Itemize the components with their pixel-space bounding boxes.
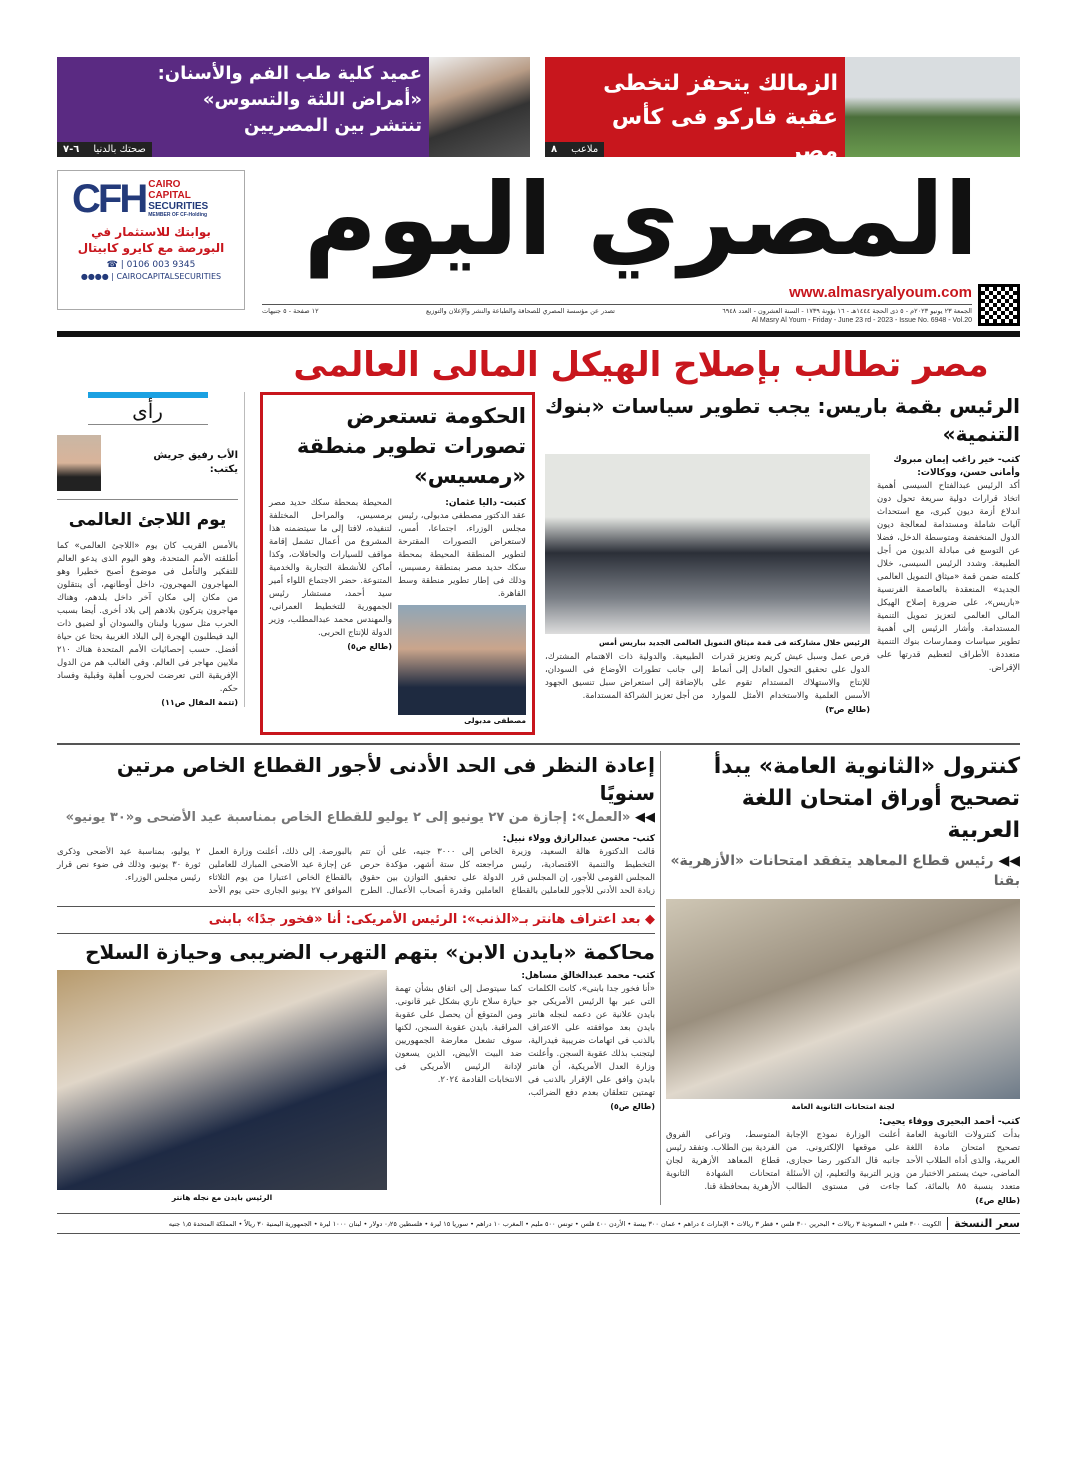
biden-right-cols <box>395 970 655 1111</box>
exams-byline: كتب- أحمد البحيرى ووفاء يحيى: <box>879 1117 1020 1127</box>
rameses-headline[interactable]: الحكومة تستعرض تصورات تطوير منطقة «رمسيس» <box>296 404 526 488</box>
exams-subhead-text: رئيس قطاع المعاهد يتفقد امتحانات «الأزهرية» بقنا <box>670 853 1020 889</box>
ad-slogan: بوابتك للاستثمار في البورصة مع كايرو كابيتال <box>77 225 225 255</box>
price-footer <box>57 1213 1020 1234</box>
page-content <box>57 342 1020 1234</box>
paris-caption: الرئيس خلال مشاركته فى قمة ميثاق التمويل العالمى الجديد بباريس أمس <box>599 638 870 647</box>
brand-line: CAIRO <box>148 179 181 190</box>
rameses-body: عقد الدكتور مصطفى مدبولى، رئيس مجلس الوزراء، اجتماعا، أمس، لاستعراض التصورات المقترحة لتطوير المنطقة المحيطة بمحطة سكك حديد مصر بمنطقة رمسيس، وذلك فى إطار تطوير منطقة وسط القاهرة. <box>398 511 526 599</box>
diamond-icon: ◆ <box>645 912 655 927</box>
exam-hall-photo <box>666 899 1020 1099</box>
masthead-bar <box>57 331 1020 337</box>
brand-line: CAPITAL <box>148 190 191 201</box>
opinion-body: بالأمس القريب كان يوم «اللاجئ العالمى» كما أطلقته الأمم المتحدة، وهو اليوم الذى يدعو العالم للتفكير والتأمل فى موضوع أصبح خطيرا وهو المهاجرون المهجرون، داخل أوطانهم، أى ينتقلون من مكان إلى مكان آخر داخل بلدهم، وهناك مهاجرون يتركون بلادهم إلى بلاد أخرى. أيضا بسبب الحرب مثل سوريا ولبنان والسودان أو لضيق ذات اليد فيطلبون الهجرة إلى البلاد الغربية بحثا عن حياة أفضل. حسب إحصائيات الأمم المتحدة هناك ٢١٠ ملايين مهاجر فى العالم. وفى الغالب هم من الدول الإفريقية التى تعرضت لحروب أهلية وقبلية وفساد حكم. <box>57 541 238 694</box>
double-arrow-icon: ◀◀ <box>998 853 1020 869</box>
biden-headline[interactable]: محاكمة «بايدن الابن» بتهم التهرب الضريبى وحيازة السلاح <box>85 940 655 964</box>
madbouly-photo <box>398 605 526 715</box>
lead-headline[interactable]: الرئيس بقمة باريس: يجب تطوير سياسات «بنوك التنمية» <box>545 394 1020 446</box>
exams-body: بدأت كنترولات الثانوية العامة تصحيح امتحان مادة اللغة العربية، والذى أداه الطلاب الأحد الماضى، حيث يستمر الاختبار من متعدد بنسبة ٨٥ بالمائة، كما أعلنت الوزارة نموذج الإجابة على موقعها الإلكترونى. من جانبه قال الدكتور رضا حجازى، وزير التربية والتعليم، إن الأسئلة جاءت فى مستوى الطالب المتوسط، وتراعى الفروق الفردية بين الطلاب. وتفقد رئيس قطاع المعاهد الأزهرية لجان امتحانات الشهادة الثانوية الأزهرية بمحافظة قنا. <box>666 1130 1020 1192</box>
lead-body-2: فرص عمل وسبل عيش كريم وتعزيز قدرات الدول على تحقيق التحول العادل إلى أنماط للإنتاج والاستهلاك المستدام تقوم على الأسس العلمية والاستخدام الأمثل للموارد الطبيعية. والدولية ذات الاهتمام المشترك، إلى جانب تطورات الأوضاع فى السودان، بالإضافة إلى استعراض سبل تنسيق الجهود من أجل تعزيز الشراكة المستدامة. <box>545 652 870 701</box>
lead-body: أكد الرئيس عبدالفتاح السيسى أهمية اتخاذ قرارات دولية سريعة تحول دون اندلاع أزمة ديون كبرى، مع استحداث آليات شاملة ومستدامة لمعالجة ديون الدول المنخفضة ومتوسطة الدخل، فضلا عن التوسع فى مبادلة الديون من أجل الطبيعة. وشدد الرئيس السيسى، خلال كلمته ضمن قمة «ميثاق التمويل العالمى الجديد» المنعقدة بالعاصمة الفرنسية «باريس»، على ضرورة إصلاح الهيكل المالى العالمى لتعزيز تمويل التنمية المستدامة. وأشار الرئيس إلى أهمية تطوير سياسات وممارسات بنوك التنمية متعددة الأطراف لتعظيم قدرتها على الإقراض. <box>877 481 1020 673</box>
banner-sports-tag <box>545 142 604 157</box>
author-text <box>107 449 238 477</box>
cfh-ad[interactable] <box>57 170 245 310</box>
biden-kicker <box>57 910 655 930</box>
exams-headline[interactable]: كنترول «الثانوية العامة» يبدأ تصحيح أوراق امتحان اللغة العربية <box>713 754 1020 843</box>
wages-body: قالت الدكتورة هالة السعيد، وزيرة التخطيط والتنمية الاقتصادية، رئيس المجلس القومى للأجور، إن المجلس قرر زيادة الحد الأدنى للأجور للعاملين بالقطاع الخاص إلى ٣٠٠٠ جنيه، على أن تتم مراجعته كل ستة أشهر، مؤكدة حرص الدولة على تحقيق التوازن بين حقوق العاملين وقدرة أصحاب الأعمال. الطرح بالبورصة. إلى ذلك، أعلنت وزارة العمل عن إجازة عيد الأضحى المبارك للعاملين بالقطاع الخاص اعتبارا من يوم الثلاثاء الموافق ٢٧ يونيو الجارى حتى يوم الأحد ٢ يوليو، بمناسبة عيد الأضحى وذكرى ثورة ٣٠ يونيو، وذلك فى ضوء نص قرار رئيس مجلس الوزراء. <box>57 847 655 896</box>
author-photo <box>57 435 101 491</box>
bottom-left <box>57 751 655 1203</box>
banner-health[interactable] <box>57 57 530 157</box>
social-handle: CAIROCAPITALSECURITIES <box>116 272 222 281</box>
rameses-story[interactable] <box>260 392 535 735</box>
double-arrow-icon: ◀◀ <box>635 810 655 825</box>
lead-story[interactable] <box>545 392 1020 714</box>
price-list: الكويت ٣٠٠ فلس • السعودية ٣ ريالات • البحرين ٣٠٠ فلس • قطر ٣ ريالات • الإمارات ٤ دراهم • عمان ٣٠٠ بيسة • الأردن ٤٠٠ فلس • تونس ٥٠٠ مليم • المغرب ١٠ دراهم • سوريا ١٥ ليرة • فلسطين ٠٫٢٥ دولار • لبنان ١٠٠٠ ليرة • الجمهورية اليمنية ٣٠ ريالاً • المملكة المتحدة ١٫٥ جنيه <box>168 1219 942 1228</box>
publisher: تصدر عن مؤسسة المصري للصحافة والطباعة والنشر والإعلان والتوزيع <box>425 307 615 315</box>
issue-info <box>262 306 972 326</box>
biden-caption: الرئيس بايدن مع نجله هانتر <box>171 1193 273 1202</box>
biden-byline: كتب- محمد عبدالخالق مساهل: <box>521 971 655 981</box>
opinion-continued[interactable]: (تتمة المقال ص١١) <box>161 698 238 707</box>
section-divider <box>57 743 1020 745</box>
exams-continued[interactable]: (طالع ص٤) <box>975 1196 1020 1205</box>
opinion-label: رأى <box>88 392 208 425</box>
page-number: ٦-٧ <box>63 144 80 155</box>
pages-price: ١٢ صفحة - ٥ جنيهات <box>262 307 319 315</box>
lead-side-col <box>877 454 1020 675</box>
issue-info-ar: الجمعة ٢٣ يونيو ٢٠٢٣م - ٥ ذى الحجة ١٤٤٤هـ - ١٦ بؤونة ١٧٣٩ - السنة العشرون - العدد ٦٩٤٨ <box>722 307 972 315</box>
banner-sports[interactable] <box>545 57 1020 164</box>
players-photo <box>845 57 1020 157</box>
wages-byline: كتب- محسن عبدالرازق وولاء نبيل: <box>502 834 655 844</box>
website-url[interactable]: www.almasryalyoum.com <box>789 284 972 301</box>
rameses-continued[interactable]: (طالع ص٥) <box>347 642 392 651</box>
exams-subhead <box>666 851 1020 891</box>
phone-number: 0106 003 9345 <box>126 260 196 270</box>
section-label: صحتك بالدنيا <box>93 144 146 155</box>
main-headline[interactable]: مصر تطالب بإصلاح الهيكل المالى العالمى <box>293 345 989 385</box>
masthead-rule <box>262 304 972 305</box>
exams-story[interactable] <box>660 751 1020 1205</box>
rameses-byline: كتبت- داليا عثمان: <box>445 498 526 508</box>
wages-subhead <box>57 809 655 827</box>
biden-continued[interactable]: (طالع ص٥) <box>610 1102 655 1111</box>
exams-caption: لجنة امتحانات الثانوية العامة <box>791 1102 895 1111</box>
opinion-title[interactable]: يوم اللاجئ العالمى <box>68 510 227 530</box>
member-text: MEMBER OF CF-Holding <box>148 212 208 218</box>
wages-headline[interactable]: إعادة النظر فى الحد الأدنى لأجور القطاع الخاص مرتين سنويًا <box>116 753 655 805</box>
ad-phone: ☎ | 0106 003 9345 <box>106 260 196 270</box>
page-number: ٨ <box>551 144 558 155</box>
wages-subhead-text: «العمل»: إجازة من ٢٧ يونيو إلى ٢ يوليو للقطاع الخاص بمناسبة عيد الأضحى و«٣٠ يونيو» <box>65 810 631 825</box>
author-name: الأب رفيق جريش <box>153 450 238 461</box>
brand-line: SECURITIES <box>148 201 209 212</box>
biden-rule <box>57 906 655 907</box>
masthead-logo[interactable]: المصري اليوم <box>303 161 979 278</box>
madbouly-caption: مصطفى مدبولى <box>464 716 526 725</box>
top-row <box>57 392 1020 735</box>
banner-health-tag <box>57 142 152 157</box>
rameses-body-2: المحيطة بمحطة سكك حديد مصر برمسيس، والمراحل المختلفة لتنفيذه، لافتا إلى ما سيتضمنه هذا المشروع من أعمال تشمل إقامة مواقف للسيارات والحافلات، وكذا أماكن للأنشطة التجارية والخدمية المتنوعة. حضر الاجتماع اللواء أمير سيد أحمد، مستشار رئيس الجمهورية للتخطيط العمرانى، والمهندس محمد عبدالمطلب، وزير الدولة للإنتاج الحربى. <box>269 498 392 638</box>
opinion-column[interactable] <box>57 392 245 707</box>
biden-rule-2 <box>57 933 655 934</box>
paris-summit-photo <box>545 454 870 634</box>
biden-body: «أنا فخور جدا بابنى»، كانت الكلمات التى عبر بها الرئيس الأمريكى جو بايدن علانية عن دعمه لنجله هانتر بايدن بعد موافقته على الاعتراف بالذنب فى اتهامات ضريبية فيدرالية، ليتجنب بذلك عقوبة السجن. وأعلنت وزارة العدل الأمريكية، أن هانتر بايدن وافق على الإقرار بالذنب فى تهمتين تتعلقان بعدم دفع الضرائب، كما سيتوصل إلى اتفاق بشأن تهمة حيازة سلاح ناري بشكل غير قانونى. ومن المتوقع أن يحصل على عقوبة المراقبة. بايدن عقوبة السجن، لكنها سوف تشعل معارضة الجمهوريين ضد البيت الأبيض، الذين يسعون لإدانة الرئيس الأمريكى فى الانتخابات القادمة ٢٠٢٤. <box>395 984 655 1098</box>
biden-kicker-text: بعد اعتراف هانتر بـ«الذنب»: الرئيس الأمريكى: أنا «فخور جدًا» بابنى <box>208 912 641 927</box>
lead-continued[interactable]: (طالع ص٣) <box>825 705 870 714</box>
ad-social: ●●●● | CAIROCAPITALSECURITIES <box>80 272 222 281</box>
dean-photo <box>429 57 530 157</box>
author-writes: يكتب: <box>209 464 238 475</box>
biden-hunter-photo <box>57 970 387 1190</box>
qr-code-icon <box>978 284 1020 326</box>
lead-byline: كتب- خير راغب إيمان مبروك وأمانى حسن، ووكالات: <box>893 455 1020 478</box>
banner-sports-headline: الزمالك يتحفز لتخطى عقبة فاركو فى كأس مصر <box>603 71 838 164</box>
price-label: سعر النسخة <box>947 1217 1020 1230</box>
issue-info-en: Al Masry Al Youm - Friday - June 23 rd - 2023 - Issue No. 6948 - Vol.20 <box>751 317 972 324</box>
section-label: ملاعب <box>571 144 599 155</box>
banner-health-headline: عميد كلية طب الفم والأسنان: «أمراض اللثة والتسوس» تنتشر بين المصريين <box>157 63 422 136</box>
bottom-row <box>57 751 1020 1205</box>
wages-story[interactable] <box>57 751 655 898</box>
cfh-logo: CFH <box>72 177 146 221</box>
